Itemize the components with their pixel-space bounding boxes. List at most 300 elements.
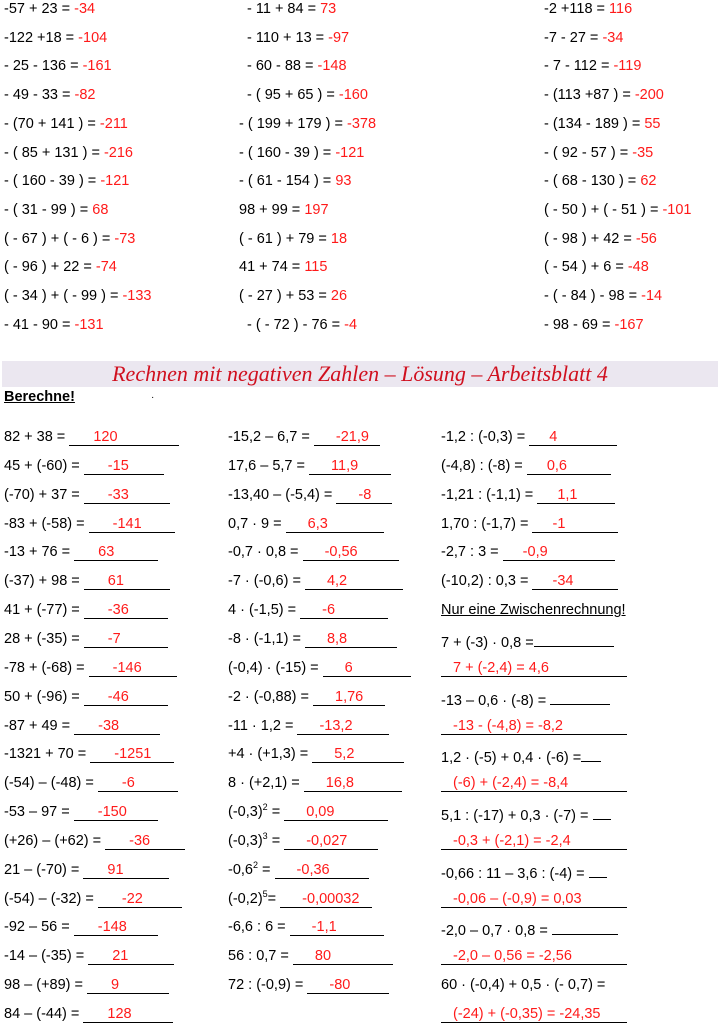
exercise-question: (-54) – (-32) = [4, 890, 98, 907]
exercise-question: -2,0 – 0,7 · 0,8 = [441, 923, 552, 940]
answer-blank [105, 833, 185, 850]
exercise-question: 21 – (-70) = [4, 861, 84, 878]
exercise-question: -1321 + 70 = [4, 746, 91, 763]
exercise-answer: -119 [613, 58, 642, 75]
exercise-answer: -216 [103, 144, 133, 161]
answer-blank [98, 775, 178, 792]
answer-blank [74, 544, 158, 561]
answer-value: 80 [314, 948, 332, 965]
exercise-row [4, 890, 182, 908]
answer-value: 21 [112, 948, 129, 965]
answer-value: 11,9 [331, 457, 359, 474]
exercise-question: 0,7 · 9 = [228, 515, 286, 532]
answer-value: -141 [112, 515, 142, 532]
exercise-question: 41 + 74 = [239, 259, 305, 276]
exercise-question: -8 · (-1,1) = [228, 630, 305, 647]
exercise-question: 82 + 38 = [4, 429, 70, 445]
step-value: -2,0 – 0,56 = -2,56 [453, 948, 572, 965]
worksheet-title: Rechnen mit negativen Zahlen – Lösung – Arbeitsblatt 4 [112, 361, 608, 386]
answer-blank [581, 745, 601, 762]
exercise-answer: 26 [330, 288, 348, 304]
answer-blank [304, 775, 402, 792]
answer-value: -0,36 [296, 861, 330, 878]
top-exercise-row [247, 29, 349, 47]
exercise-question-rest: = [267, 804, 285, 821]
exercise-row [4, 543, 158, 561]
answer-blank [313, 689, 385, 706]
answer-value: 63 [98, 544, 115, 561]
exercise-row [441, 457, 611, 475]
exercise-question: -11 · 1,2 = [228, 717, 298, 734]
intermediate-step [441, 1006, 627, 1023]
exercise-answer: -148 [317, 58, 347, 75]
exercise-question: (-0,3) [228, 832, 263, 849]
top-exercise-row [4, 0, 95, 18]
answer-value: -46 [107, 688, 129, 705]
exercise-row [4, 601, 168, 619]
answer-blank [552, 918, 618, 935]
exercise-question: - 49 - 33 = [4, 87, 75, 104]
answer-blank [550, 688, 610, 705]
exercise-row [4, 774, 178, 792]
exercise-question: (+26) – (+62) = [4, 832, 106, 849]
top-exercise-row [544, 201, 691, 219]
exercise-row [4, 659, 177, 677]
answer-blank [534, 630, 614, 647]
answer-blank [90, 746, 174, 763]
exercise-question: - 7 - 112 = [544, 58, 614, 75]
exercise-row [441, 717, 627, 735]
exercise-question: 56 : 0,7 = [228, 948, 293, 965]
answer-blank [307, 977, 389, 994]
exercise-question: - 60 - 88 = [247, 58, 318, 75]
exercise-question: ( - 27 ) + 53 = [239, 288, 331, 304]
exercise-row [441, 774, 627, 792]
answer-blank [83, 862, 169, 879]
exercise-question: 28 + (-35) = [4, 630, 84, 647]
exercise-answer: -133 [122, 288, 152, 304]
answer-blank [297, 718, 389, 735]
answer-value: -15 [107, 457, 129, 474]
intermediate-step [441, 891, 627, 908]
top-exercise-row [4, 115, 128, 133]
exercise-question: -0,66 : 11 – 3,6 : (-4) = [441, 865, 589, 882]
exercise-question: - 25 - 136 = [4, 58, 83, 75]
exercise-row [228, 803, 388, 821]
answer-blank [293, 948, 393, 965]
exercise-answer: -378 [347, 115, 377, 132]
answer-blank [527, 458, 611, 475]
exercise-row [441, 428, 617, 446]
exercise-question: 98 + 99 = [239, 201, 305, 218]
exercise-answer: -167 [614, 316, 644, 333]
exercise-row [4, 947, 174, 965]
top-exercise-row [239, 144, 364, 162]
answer-value: 91 [107, 861, 124, 878]
exercise-row [441, 601, 626, 619]
exercise-row [4, 745, 174, 763]
exercise-question-rest: = [267, 832, 285, 849]
top-exercise-row [4, 172, 129, 190]
exercise-row [4, 1005, 173, 1023]
exercise-row [228, 457, 391, 475]
answer-value: -13,2 [319, 717, 353, 734]
answer-value: -33 [107, 486, 129, 503]
answer-value: -6 [121, 775, 135, 792]
exercise-question: -13 – 0,6 · (-8) = [441, 692, 551, 709]
exercise-row [228, 918, 384, 936]
exercise-question: - ( - 72 ) - 76 = [247, 316, 345, 333]
answer-value: -22 [121, 890, 143, 907]
top-exercise-row [239, 258, 327, 276]
exercise-row [228, 428, 380, 446]
top-exercise-row [239, 115, 376, 133]
answer-blank [303, 544, 399, 561]
top-exercise-row [4, 230, 135, 248]
exercise-question: -7 · (-0,6) = [228, 573, 305, 590]
answer-blank [83, 1006, 173, 1023]
exercise-question: (-70) + 37 = [4, 486, 84, 503]
top-exercise-row [544, 115, 660, 133]
exercise-answer: -160 [338, 87, 368, 104]
exercise-answer: 197 [304, 201, 329, 218]
exercise-question: - (70 + 141 ) = [4, 115, 100, 132]
exercise-answer: -131 [74, 316, 104, 333]
exercise-row [228, 947, 393, 965]
answer-blank [529, 429, 617, 446]
answer-value: -1,1 [311, 919, 337, 936]
exercise-question: 72 : (-0,9) = [228, 977, 308, 994]
top-exercise-row [544, 230, 657, 248]
answer-value: 0,6 [546, 457, 567, 474]
answer-blank [537, 487, 615, 504]
exercise-question: - 11 + 84 = [247, 1, 321, 17]
exercise-answer: 115 [304, 259, 328, 276]
answer-blank [84, 602, 168, 619]
exercise-answer: -82 [74, 87, 96, 104]
exercise-question: -13 + 76 = [4, 544, 75, 561]
answer-blank [305, 573, 403, 590]
exercise-row [228, 861, 369, 879]
answer-blank [275, 862, 369, 879]
exercise-question: 8 · (+2,1) = [228, 775, 304, 792]
exercise-question: -78 + (-68) = [4, 659, 89, 676]
answer-value: 9 [111, 977, 120, 994]
exercise-row [228, 659, 411, 677]
answer-value: -0,00032 [302, 890, 360, 907]
answer-value: -6 [322, 602, 336, 619]
exercise-answer: -161 [82, 58, 112, 75]
answer-value: 120 [93, 429, 118, 445]
exercise-answer: -200 [634, 87, 664, 104]
exercise-row [228, 717, 389, 735]
stray-mark: · [151, 392, 155, 403]
exercise-question: 5,1 : (-17) + 0,3 · (-7) = [441, 808, 593, 825]
step-value: -13 - (-4,8) = -8,2 [453, 717, 563, 734]
exercise-row [4, 861, 169, 879]
exercise-question: -2 · (-0,88) = [228, 688, 314, 705]
exercise-question: - ( 160 - 39 ) = [4, 173, 101, 190]
answer-blank [300, 602, 388, 619]
top-exercise-row [544, 172, 656, 190]
exercise-question: - 110 + 13 = [247, 29, 329, 46]
exercise-row [441, 630, 614, 651]
top-exercise-row [544, 86, 664, 104]
answer-blank [532, 573, 618, 590]
exercise-row [4, 486, 170, 504]
step-value: (-24) + (-0,35) = -24,35 [453, 1006, 601, 1022]
exercise-question: -87 + 49 = [4, 717, 75, 734]
answer-blank [312, 746, 404, 763]
exercise-answer: -4 [344, 316, 358, 333]
answer-blank [503, 544, 615, 561]
answer-blank [84, 487, 170, 504]
answer-blank [286, 516, 384, 533]
exercise-question: 7 + (-3) · 0,8 = [441, 634, 534, 651]
answer-blank [84, 573, 170, 590]
top-exercise-row [544, 57, 641, 75]
exercise-row [4, 717, 160, 735]
answer-blank [69, 429, 179, 446]
exercise-question: - ( 92 - 57 ) = [544, 144, 633, 161]
answer-blank [74, 804, 158, 821]
answer-blank [309, 458, 391, 475]
exercise-question: -1,21 : (-1,1) = [441, 486, 538, 503]
exercise-row [441, 832, 627, 850]
answer-blank [84, 689, 168, 706]
exercise-answer: 55 [644, 115, 661, 132]
exercise-row [228, 774, 402, 792]
exercise-question: -57 + 23 = [4, 1, 75, 17]
answer-blank [74, 919, 158, 936]
top-exercise-row [4, 258, 117, 276]
exercise-question: (-0,2) [228, 890, 263, 907]
answer-blank [305, 631, 397, 648]
exercise-question: - ( - 84 ) - 98 = [544, 288, 642, 304]
exercise-row [441, 1005, 627, 1023]
intermediate-step [441, 948, 627, 965]
exercise-question: -2,7 : 3 = [441, 544, 503, 561]
exercise-row [4, 688, 168, 706]
exercise-row [228, 572, 403, 590]
exercise-row [228, 688, 385, 706]
top-exercise-row [247, 57, 347, 75]
exercise-row [228, 515, 384, 533]
exercise-row [4, 515, 175, 533]
exercise-question: 4 · (-1,5) = [228, 602, 301, 619]
exercise-answer: 116 [609, 1, 633, 17]
exercise-row [228, 745, 404, 763]
exercise-question: -7 - 27 = [544, 29, 603, 46]
answer-value: -36 [129, 832, 151, 849]
exercise-row [441, 688, 610, 709]
exercise-row [228, 976, 389, 994]
exercise-question: -2 +118 = [544, 1, 610, 17]
top-exercise-row [239, 287, 347, 305]
top-exercise-row [239, 201, 329, 219]
exercise-question: 60 · (-0,4) + 0,5 · (- 0,7) = [441, 977, 606, 994]
exercise-row [441, 543, 615, 561]
top-exercise-row [544, 144, 653, 162]
exercise-row [441, 515, 618, 533]
exercise-question: ( - 50 ) + ( - 51 ) = [544, 201, 663, 218]
instruction-label: Berechne! [4, 389, 75, 405]
answer-blank [84, 631, 168, 648]
exercise-question: 45 + (-60) = [4, 457, 84, 474]
exercise-row [441, 861, 607, 882]
answer-value: 16,8 [325, 775, 354, 792]
exercise-question: -6,6 : 6 = [228, 919, 290, 936]
exercise-question: ( - 34 ) + ( - 99 ) = [4, 288, 123, 304]
exercise-answer: 68 [92, 201, 109, 218]
exercise-question: ( - 96 ) + 22 = [4, 259, 96, 276]
exercise-question: (-10,2) : 0,3 = [441, 573, 533, 590]
exercise-question: - 98 - 69 = [544, 316, 615, 333]
answer-blank [74, 718, 160, 735]
exercise-question: (-54) – (-48) = [4, 775, 98, 792]
exercise-question: 50 + (-96) = [4, 688, 84, 705]
exercise-question: - ( 199 + 179 ) = [239, 115, 348, 132]
exercise-answer: -34 [602, 29, 624, 46]
answer-value: 128 [107, 1006, 132, 1022]
exercise-question: ( - 98 ) + 42 = [544, 230, 636, 247]
top-exercise-row [4, 316, 104, 334]
top-exercise-row [544, 316, 644, 334]
exercise-row [441, 976, 605, 994]
answer-blank [89, 660, 177, 677]
exercise-row [4, 803, 158, 821]
exercise-question: - ( 61 - 154 ) = [239, 173, 336, 190]
exercise-question: - ( 95 + 65 ) = [247, 87, 339, 104]
answer-blank [284, 804, 388, 821]
exercise-question: -1,2 : (-0,3) = [441, 429, 530, 445]
answer-value: 1,76 [335, 688, 364, 705]
exercise-row [228, 543, 399, 561]
answer-blank [314, 429, 380, 446]
step-value: -0,06 – (-0,9) = 0,03 [453, 890, 582, 907]
exercise-row [441, 745, 601, 767]
top-exercise-row [239, 230, 347, 248]
top-exercise-row [544, 29, 623, 47]
exercise-question-rest: = [267, 890, 281, 907]
exercise-answer: -121 [100, 173, 130, 190]
exercise-answer: -101 [662, 201, 692, 218]
exercise-question: 1,2 · (-5) + 0,4 · (-6) = [441, 750, 582, 767]
top-exercise-row [544, 287, 662, 305]
exercise-question: -0,7 · 0,8 = [228, 544, 303, 561]
answer-value: 61 [107, 573, 124, 590]
exercise-row [4, 630, 168, 648]
exponent: 2 [262, 802, 268, 813]
exercise-question: - 41 - 90 = [4, 316, 75, 333]
exercise-question: -13,40 – (-5,4) = [228, 486, 337, 503]
exercise-question: - ( 68 - 130 ) = [544, 173, 641, 190]
answer-blank [280, 891, 372, 908]
answer-blank [98, 891, 182, 908]
exercise-answer: 73 [320, 1, 337, 17]
answer-blank [88, 948, 174, 965]
exercise-question: (-37) + 98 = [4, 573, 84, 590]
answer-blank [290, 919, 384, 936]
answer-value: 6,3 [307, 515, 328, 532]
answer-value: -7 [107, 630, 121, 647]
exercise-answer: 93 [335, 173, 352, 190]
answer-value: -0,56 [324, 544, 358, 561]
top-exercise-row [247, 316, 357, 334]
answer-value: 4,2 [326, 573, 348, 590]
exercise-question: -0,6 [228, 861, 253, 878]
top-exercise-row [239, 172, 351, 190]
exercise-row [228, 486, 392, 504]
exercise-answer: -104 [78, 29, 108, 46]
exercise-row [441, 947, 627, 965]
top-exercise-row [544, 258, 649, 276]
exercise-question: 17,6 – 5,7 = [228, 457, 310, 474]
answer-value: 6 [344, 659, 353, 676]
exercise-question: - ( 31 - 99 ) = [4, 201, 93, 218]
answer-blank [89, 516, 175, 533]
intermediate-step [441, 718, 627, 735]
answer-value: 0,09 [306, 804, 335, 821]
answer-value: -36 [107, 602, 129, 619]
exercise-row [441, 659, 627, 677]
exercise-answer: -48 [627, 259, 649, 276]
step-value: -0,3 + (-2,1) = -2,4 [453, 832, 571, 849]
top-exercise-row [4, 201, 108, 219]
exercise-question-rest: = [258, 861, 275, 878]
exercise-answer: 62 [640, 173, 657, 190]
answer-blank [84, 458, 164, 475]
exercise-question: (-4,8) : (-8) = [441, 457, 527, 474]
top-exercise-row [247, 86, 368, 104]
exercise-question: ( - 67 ) + ( - 6 ) = [4, 230, 115, 247]
exercise-question: 84 – (-44) = [4, 1006, 84, 1022]
answer-value: 8,8 [326, 630, 348, 647]
exercise-row [441, 890, 627, 908]
answer-value: -34 [552, 573, 574, 590]
answer-value: -1 [552, 515, 566, 532]
answer-value: -80 [329, 977, 351, 994]
exercise-answer: -97 [328, 29, 350, 46]
intermediate-step [441, 660, 627, 677]
top-exercise-row [4, 86, 96, 104]
answer-value: 5,2 [334, 746, 355, 763]
exercise-row [441, 803, 611, 825]
answer-value: 4 [549, 429, 558, 445]
exercise-row [4, 918, 158, 936]
exercise-question: ( - 54 ) + 6 = [544, 259, 628, 276]
answer-value: -0,9 [522, 544, 548, 561]
exercise-row [4, 457, 164, 475]
exercise-row [228, 630, 397, 648]
exercise-answer: -56 [635, 230, 657, 247]
answer-blank [593, 803, 611, 820]
answer-value: -21,9 [335, 429, 369, 445]
exercise-answer: -34 [74, 1, 96, 17]
exercise-question: 98 – (+89) = [4, 977, 88, 994]
exercise-question: - ( 85 + 131 ) = [4, 144, 104, 161]
answer-value: -1251 [114, 746, 152, 763]
exercise-question: -53 – 97 = [4, 804, 74, 821]
exercise-row [228, 832, 378, 850]
exercise-answer: -14 [641, 288, 663, 304]
answer-value: 1,1 [557, 486, 578, 503]
exercise-row [228, 890, 372, 908]
exercise-question: +4 · (+1,3) = [228, 746, 313, 763]
exercise-question: (-0,4) · (-15) = [228, 659, 323, 676]
intermediate-step [441, 775, 627, 792]
exercise-question: (-0,3) [228, 804, 263, 821]
